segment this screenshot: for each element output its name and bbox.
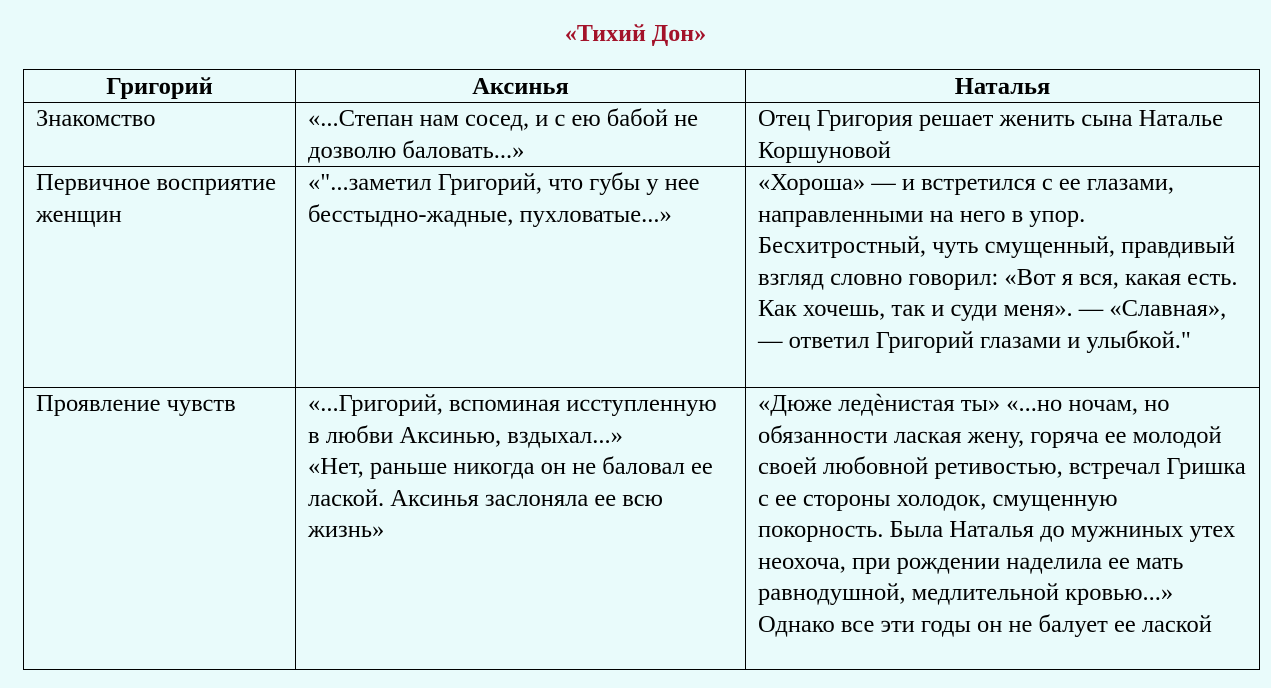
natalya-cell [746, 103, 1260, 167]
aksinya-quote: «...Григорий, вспоминая исступленную в любви Аксинью, вздыхал...» [308, 390, 717, 449]
aksinya-quote: «Нет, раньше никогда он не баловал ее лаской. Аксинья заслоняла ее всю жизнь» [308, 453, 713, 543]
natalya-quote: Отец Григория решает женить сына Наталье Коршуновой [758, 105, 1223, 164]
table-row [24, 388, 1260, 670]
table-row [24, 167, 1260, 388]
page-title: «Тихий Дон» [564, 21, 707, 47]
aksinya-cell [296, 103, 746, 167]
column-header-grigory: Григорий [24, 70, 296, 103]
column-header-aksinya: Аксинья [296, 70, 746, 103]
row-label: Знакомство [24, 103, 296, 167]
aksinya-cell [296, 388, 746, 670]
table-header-row [24, 70, 1260, 103]
aksinya-cell [296, 167, 746, 388]
row-label: Проявление чувств [24, 388, 296, 670]
natalya-quote: «Хороша» — и встретился с ее глазами, направленными на него в упор. Бесхитростный, чуть смущенный, правдивый взгляд словно говорил: «Вот я вся, какая есть. Как хочешь, так и суди меня». — «Славная», — ответил Григорий глазами и улыбкой." [758, 169, 1238, 354]
comparison-table [23, 69, 1260, 670]
natalya-cell [746, 388, 1260, 670]
aksinya-quote: «"...заметил Григорий, что губы у нее бесстыдно-жадные, пухловатые...» [308, 169, 700, 228]
table-row [24, 103, 1260, 167]
row-label: Первичное восприятие женщин [24, 167, 296, 388]
aksinya-quote: «...Степан нам сосед, и с ею бабой не дозволю баловать...» [308, 105, 699, 164]
column-header-natalya: Наталья [746, 70, 1260, 103]
natalya-quote: «Дюже ледѐнистая ты» «...но ночам, но обязанности лаская жену, горяча ее молодой своей любовной ретивостью, встречал Гришка с ее стороны холодок, смущенную покорность. Была Наталья до мужниных утех неохоча, при рождении наделила ее мать равнодушной, медлительной кровью...» Однако все эти годы он не балует ее лаской [758, 390, 1246, 638]
natalya-cell [746, 167, 1260, 388]
